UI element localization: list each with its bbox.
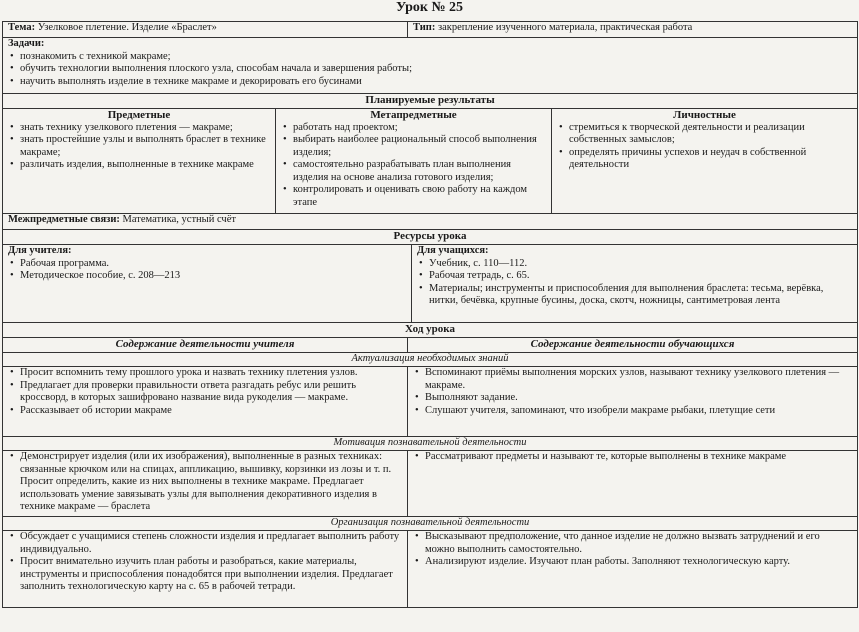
student-activity <box>407 531 857 607</box>
activity-item: • Просит внимательно изучить план работы и разобраться, какие материалы, инструменты и приспособления понадобятся при выполнении изделия. Предлагает заполнить технологическую карту на с. 65 в рабочей тетради. <box>8 556 402 594</box>
tasks-section <box>3 37 857 93</box>
interdisciplinary-label: Межпредметные связи: <box>8 214 120 225</box>
teacher-activity <box>3 451 407 516</box>
stage-title: Актуализация необходимых знаний <box>3 352 857 366</box>
stage-row <box>3 530 857 608</box>
activity-item: • Вспоминают приёмы выполнения морских узлов, называют технику узелкового плетения — макраме. <box>413 367 852 392</box>
teacher-resources <box>3 245 411 322</box>
subject-results-title: Предметные <box>107 109 171 121</box>
activity-item: • Анализируют изделие. Изучают план работы. Заполняют технологическую карту. <box>413 556 852 569</box>
personal-results-title: Личностные <box>673 109 736 121</box>
stage-row <box>3 366 857 436</box>
activity-item: • Выполняют задание. <box>413 392 852 405</box>
task-item: • научить выполнять изделие в технике макраме и декорировать его бусинами <box>8 76 852 89</box>
activity-item: • Слушают учителя, запоминают, что изобрели макраме рыбаки, плетущие сети <box>413 405 852 418</box>
resource-item: • Рабочая программа. <box>8 258 406 271</box>
result-item: • работать над проектом; <box>281 122 546 135</box>
page-title: Урок № 25 <box>395 0 464 15</box>
subject-results <box>3 109 275 213</box>
stage-title: Организация познавательной деятельности <box>3 516 857 530</box>
topic-cell <box>3 22 407 37</box>
task-item: • обучить технологии выполнения плоского узла, способам начала и завершения работы; <box>8 63 852 76</box>
type-value: закрепление изученного материала, практическая работа <box>437 22 693 33</box>
teacher-resources-title: Для учителя: <box>8 245 72 256</box>
meta-results-title: Метапредметные <box>370 109 457 121</box>
stage-row <box>3 450 857 516</box>
lesson-header: Ход урока <box>3 322 857 337</box>
type-cell <box>407 22 857 37</box>
result-item: • различать изделия, выполненные в технике макраме <box>8 159 270 172</box>
resources-row <box>3 244 857 322</box>
lesson-plan-table <box>2 21 858 608</box>
student-activity <box>407 451 857 516</box>
personal-results <box>551 109 857 213</box>
topic-label: Тема: <box>8 22 36 33</box>
type-label: Тип: <box>413 22 436 33</box>
result-item: • контролировать и оценивать свою работу на каждом этапе <box>281 184 546 209</box>
activity-item: • Предлагает для проверки правильности ответа разгадать ребус или решить кроссворд, в которых зашифровано название вида рукоделия — макраме. <box>8 380 402 405</box>
result-item: • самостоятельно разрабатывать план выполнения изделия на основе анализа готового изделия; <box>281 159 546 184</box>
teacher-activity <box>3 367 407 436</box>
planned-results-row <box>3 108 857 213</box>
topic-value: Узелковое плетение. Изделие «Браслет» <box>37 22 217 33</box>
student-activity <box>407 367 857 436</box>
resource-item: • Материалы; инструменты и приспособления для выполнения браслета: тесьма, верёвка, нитки, бечёвка, крупные бусины, доска, скотч, ножницы, сантиметровая лента <box>417 283 852 308</box>
stage-title: Мотивация познавательной деятельности <box>3 436 857 450</box>
activity-item: • Рассматривают предметы и называют те, которые выполнены в технике макраме <box>413 451 852 464</box>
tasks-list <box>8 51 852 89</box>
meta-results <box>275 109 551 213</box>
resource-item: • Учебник, с. 110—112. <box>417 258 852 271</box>
activity-item: • Высказывают предположение, что данное изделие не должно вызвать затруднений и его можно выполнить самостоятельно. <box>413 531 852 556</box>
task-item: • познакомить с техникой макраме; <box>8 51 852 64</box>
activity-item: • Демонстрирует изделия (или их изображения), выполненные в разных техниках: связанные крючком или на спицах, аппликацию, вышивку, корзинки из лозы и т. п. Просит определить, какие из них выполнены в технике макраме. Предлагает использовать умение завязывать узлы для выполнения декоративного изделия в технике макраме — браслета <box>8 451 402 514</box>
resource-item: • Рабочая тетрадь, с. 65. <box>417 270 852 283</box>
activity-item: • Рассказывает об истории макраме <box>8 405 402 418</box>
result-item: • выбирать наиболее рациональный способ выполнения изделия; <box>281 134 546 159</box>
result-item: • знать простейшие узлы и выполнять браслет в технике макраме; <box>8 134 270 159</box>
resource-item: • Методическое пособие, с. 208—213 <box>8 270 406 283</box>
interdisciplinary-value: Математика, устный счёт <box>122 214 236 225</box>
result-item: • стремиться к творческой деятельности и реализации собственных замыслов; <box>557 122 852 147</box>
teacher-column-title: Содержание деятельности учителя <box>115 338 295 350</box>
planned-results-header: Планируемые результаты <box>3 93 857 108</box>
student-resources <box>411 245 857 322</box>
student-resources-title: Для учащихся: <box>417 245 489 256</box>
lesson-columns-row <box>3 337 857 352</box>
activity-item: • Обсуждает с учащимися степень сложности изделия и предлагает выполнить работу индивидуально. <box>8 531 402 556</box>
teacher-activity <box>3 531 407 607</box>
result-item: • знать технику узелкового плетения — макраме; <box>8 122 270 135</box>
result-item: • определять причины успехов и неудач в собственной деятельности <box>557 147 852 172</box>
activity-item: • Просит вспомнить тему прошлого урока и назвать технику плетения узлов. <box>8 367 402 380</box>
interdisciplinary-row <box>3 213 857 229</box>
resources-header: Ресурсы урока <box>3 229 857 244</box>
topic-row <box>3 21 857 37</box>
students-column-title: Содержание деятельности обучающихся <box>407 338 857 352</box>
tasks-label: Задачи: <box>8 38 45 49</box>
